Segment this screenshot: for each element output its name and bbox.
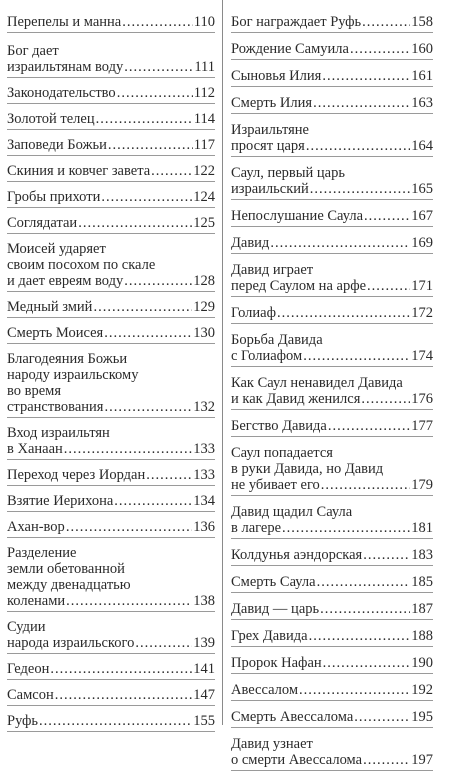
page-number: 197 [411, 752, 433, 768]
entry-title: коленами [7, 593, 66, 609]
page-number: 195 [411, 709, 433, 725]
page-number: 161 [411, 68, 433, 84]
dot-leader [361, 391, 410, 407]
toc-entry[interactable] [7, 325, 215, 344]
entry-title: Заповеди Божьи [7, 137, 107, 153]
dot-leader [354, 709, 410, 725]
column-divider [222, 0, 223, 725]
page-number: 163 [411, 95, 433, 111]
page-number: 133 [193, 467, 215, 483]
entry-title: Скиния и ковчег завета [7, 163, 151, 179]
entry-title: Руфь [7, 713, 38, 729]
dot-leader [321, 477, 410, 493]
page-number: 128 [193, 273, 215, 289]
dot-leader [270, 235, 410, 251]
entry-title: о смерти Авессалома [231, 752, 363, 768]
dot-leader [66, 593, 192, 609]
entry-title: Вход израильтян [7, 425, 110, 441]
toc-entry[interactable] [7, 241, 215, 292]
toc-entry[interactable] [7, 299, 215, 318]
page-number: 187 [411, 601, 433, 617]
toc-entry[interactable] [231, 95, 433, 114]
page-number: 134 [193, 493, 215, 509]
page-number: 190 [411, 655, 433, 671]
dot-leader [124, 59, 193, 75]
toc-entry[interactable] [7, 163, 215, 182]
dot-leader [317, 574, 411, 590]
toc-entry[interactable] [7, 137, 215, 156]
page-number: 136 [193, 519, 215, 535]
page-number: 125 [193, 215, 215, 231]
dot-leader [364, 208, 410, 224]
page-number: 176 [411, 391, 433, 407]
entry-title: Давид узнает [231, 736, 313, 752]
entry-title: Рождение Самуила [231, 41, 349, 57]
entry-title: Сыновья Илия [231, 68, 322, 84]
dot-leader [362, 14, 410, 30]
toc-entry[interactable] [231, 574, 433, 593]
toc-left-column [7, 0, 215, 729]
entry-title: Бог дает [7, 43, 59, 59]
dot-leader [323, 655, 411, 671]
entry-title: Благодеяния Божьи [7, 351, 128, 367]
dot-leader [146, 467, 192, 483]
page-number: 167 [411, 208, 433, 224]
dot-leader [50, 661, 192, 677]
entry-title: во время [7, 383, 61, 399]
toc-entry[interactable] [231, 547, 433, 566]
entry-title: Моисей ударяет [7, 241, 106, 257]
dot-leader [328, 418, 410, 434]
entry-title: Непослушание Саула [231, 208, 364, 224]
toc-entry[interactable] [231, 68, 433, 87]
page-number: 114 [193, 111, 215, 127]
dot-leader [350, 41, 410, 57]
toc-entry[interactable] [231, 601, 433, 620]
entry-title: не убивает его [231, 477, 320, 493]
page-number: 183 [411, 547, 433, 563]
toc-entry[interactable] [7, 661, 215, 680]
dot-leader [122, 14, 193, 30]
toc-entry[interactable] [7, 14, 215, 33]
toc-entry[interactable] [7, 493, 215, 512]
entry-title: просят царя [231, 138, 305, 154]
toc-entry[interactable] [231, 504, 433, 539]
dot-leader [96, 111, 193, 127]
toc-entry[interactable] [231, 445, 433, 496]
entry-title: Переход через Иордан [7, 467, 146, 483]
entry-title: Бог награждает Руфь [231, 14, 362, 30]
toc-entry[interactable] [231, 208, 433, 227]
page-number: 139 [193, 635, 215, 651]
page-number: 174 [411, 348, 433, 364]
entry-title: Саул попадается [231, 445, 333, 461]
page-number: 160 [411, 41, 433, 57]
entry-title: Самсон [7, 687, 54, 703]
page-number: 155 [193, 713, 215, 729]
dot-leader [135, 635, 192, 651]
dot-leader [309, 628, 411, 644]
entry-title: Грех Давида [231, 628, 308, 644]
entry-title: Как Саул ненавидел Давида [231, 375, 403, 391]
page-number: 172 [411, 305, 433, 321]
page-number: 141 [193, 661, 215, 677]
page-number: 147 [193, 687, 215, 703]
entry-title: Авессалом [231, 682, 299, 698]
dot-leader [101, 189, 192, 205]
entry-title: перед Саулом на арфе [231, 278, 367, 294]
entry-title: Голиаф [231, 305, 276, 321]
page-number: 112 [193, 85, 215, 101]
page-number: 158 [411, 14, 433, 30]
entry-title: Давид щадил Саула [231, 504, 353, 520]
page-number: 177 [411, 418, 433, 434]
toc-entry[interactable] [231, 305, 433, 324]
entry-title: Медный змий [7, 299, 93, 315]
toc-entry[interactable] [231, 682, 433, 701]
entry-title: Гробы прихоти [7, 189, 101, 205]
entry-title: Законодательство [7, 85, 116, 101]
toc-entry[interactable] [231, 375, 433, 410]
toc-entry[interactable] [231, 262, 433, 297]
page-number: 122 [193, 163, 215, 179]
toc-entry[interactable] [7, 43, 215, 78]
toc-entry[interactable] [231, 41, 433, 60]
entry-title: и как Давид женился [231, 391, 361, 407]
dot-leader [282, 520, 410, 536]
entry-title: Борьба Давида [231, 332, 323, 348]
page-number: 117 [193, 137, 215, 153]
toc-entry[interactable] [7, 215, 215, 234]
page-number: 124 [193, 189, 215, 205]
entry-title: Взятие Иерихона [7, 493, 114, 509]
entry-title: народа израильского [7, 635, 135, 651]
page-number: 181 [411, 520, 433, 536]
toc-right-column [231, 0, 433, 768]
page-number: 133 [193, 441, 215, 457]
dot-leader [114, 493, 192, 509]
entry-title: народу израильскому [7, 367, 139, 383]
dot-leader [310, 181, 410, 197]
toc-entry[interactable] [7, 425, 215, 460]
entry-title: Давид [231, 235, 270, 251]
page-number: 169 [411, 235, 433, 251]
dot-leader [367, 278, 410, 294]
entry-title: израильский [231, 181, 309, 197]
dot-leader [320, 601, 410, 617]
dot-leader [104, 325, 192, 341]
entry-title: своим посохом по скале [7, 257, 156, 273]
dot-leader [108, 137, 193, 153]
entry-title: Ахан-вор [7, 519, 65, 535]
dot-leader [78, 215, 192, 231]
toc-entry[interactable] [7, 111, 215, 130]
dot-leader [64, 441, 192, 457]
dot-leader [104, 399, 192, 415]
dot-leader [39, 713, 192, 729]
page-number: 192 [411, 682, 433, 698]
toc-entry[interactable] [231, 418, 433, 437]
entry-title: Смерть Авессалома [231, 709, 354, 725]
dot-leader [277, 305, 410, 321]
entry-title: и дает евреям воду [7, 273, 124, 289]
entry-title: Давид — царь [231, 601, 320, 617]
dot-leader [303, 348, 410, 364]
dot-leader [363, 752, 410, 768]
entry-title: Бегство Давида [231, 418, 327, 434]
toc-entry[interactable] [7, 85, 215, 104]
toc-entry[interactable] [231, 736, 433, 771]
dot-leader [306, 138, 410, 154]
page-number: 165 [411, 181, 433, 197]
entry-title: Саул, первый царь [231, 165, 345, 181]
page-number: 129 [193, 299, 215, 315]
entry-title: странствования [7, 399, 104, 415]
entry-title: Судии [7, 619, 46, 635]
toc-entry[interactable] [231, 165, 433, 200]
page-number: 110 [193, 14, 215, 30]
entry-title: между двенадцатью [7, 577, 131, 593]
dot-leader [322, 68, 410, 84]
entry-title: Соглядатаи [7, 215, 78, 231]
entry-title: Давид играет [231, 262, 314, 278]
toc-entry[interactable] [231, 14, 433, 33]
toc-entry[interactable] [231, 628, 433, 647]
entry-title: Смерть Саула [231, 574, 316, 590]
entry-title: Смерть Моисея [7, 325, 104, 341]
entry-title: Израильтяне [231, 122, 309, 138]
page-number: 171 [411, 278, 433, 294]
toc-entry[interactable] [7, 687, 215, 706]
page-number: 179 [411, 477, 433, 493]
toc-entry[interactable] [7, 545, 215, 612]
toc-entry[interactable] [231, 332, 433, 367]
entry-title: Перепелы и манна [7, 14, 122, 30]
dot-leader [66, 519, 192, 535]
dot-leader [363, 547, 410, 563]
page-number: 164 [411, 138, 433, 154]
toc-entry[interactable] [7, 519, 215, 538]
entry-title: израильтянам воду [7, 59, 124, 75]
dot-leader [124, 273, 192, 289]
dot-leader [299, 682, 410, 698]
toc-entry[interactable] [7, 189, 215, 208]
dot-leader [93, 299, 192, 315]
entry-title: Гедеон [7, 661, 50, 677]
entry-title: Смерть Илия [231, 95, 313, 111]
toc-entry[interactable] [231, 122, 433, 157]
entry-title: Разделение [7, 545, 77, 561]
entry-title: в лагере [231, 520, 282, 536]
entry-title: с Голиафом [231, 348, 303, 364]
toc-entry[interactable] [231, 709, 433, 728]
toc-entry[interactable] [7, 713, 215, 732]
page-number: 188 [411, 628, 433, 644]
dot-leader [151, 163, 192, 179]
entry-title: Колдунья аэндорская [231, 547, 363, 563]
toc-entry[interactable] [7, 619, 215, 654]
entry-title: Золотой телец [7, 111, 95, 127]
toc-entry[interactable] [7, 351, 215, 418]
toc-entry[interactable] [231, 655, 433, 674]
entry-title: в Ханаан [7, 441, 63, 457]
page-number: 138 [193, 593, 215, 609]
dot-leader [55, 687, 193, 703]
page-number: 130 [193, 325, 215, 341]
dot-leader [313, 95, 410, 111]
entry-title: Пророк Нафан [231, 655, 322, 671]
page-number: 185 [411, 574, 433, 590]
entry-title: земли обетованной [7, 561, 125, 577]
toc-entry[interactable] [231, 235, 433, 254]
page-number: 111 [194, 59, 215, 75]
page-number: 132 [193, 399, 215, 415]
dot-leader [117, 85, 193, 101]
entry-title: в руки Давида, но Давид [231, 461, 384, 477]
toc-entry[interactable] [7, 467, 215, 486]
